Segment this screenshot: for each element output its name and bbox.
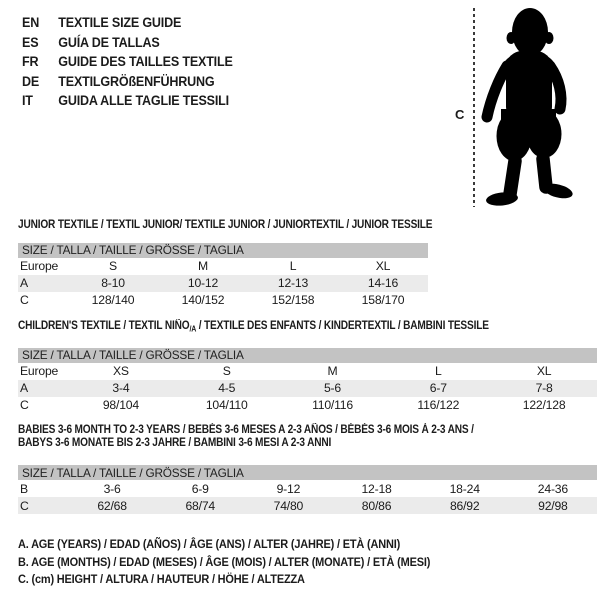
size-table (18, 348, 597, 414)
junior-textile-table (18, 219, 433, 309)
size-value-cell: 4-5 (174, 380, 280, 397)
language-title: GUIDE DES TAILLES TEXTILE (58, 54, 233, 69)
table-row (18, 397, 597, 414)
language-row (22, 91, 233, 111)
size-value-cell: 6-7 (385, 380, 491, 397)
legend-line-c: C. (cm) HEIGHT / ALTURA / HAUTEUR / HÖHE / ALTEZZA (18, 572, 305, 586)
language-title: TEXTILGRÖßENFÜHRUNG (58, 73, 215, 89)
language-code: FR (22, 54, 39, 69)
size-value-cell: 14-16 (338, 275, 428, 292)
language-code: IT (22, 93, 33, 108)
size-header-cell: SIZE / TALLA / TAILLE / GRÖSSE / TAGLIA (18, 348, 597, 363)
language-code: ES (22, 34, 39, 50)
size-header-cell: SIZE / TALLA / TAILLE / GRÖSSE / TAGLIA (18, 243, 428, 258)
legend (18, 536, 430, 589)
size-value-cell: 3-4 (68, 380, 174, 397)
row-label-cell: C (20, 293, 29, 307)
language-row (22, 13, 233, 33)
size-value-cell: 24-36 (537, 481, 568, 496)
size-value-cell: 12-13 (248, 275, 338, 292)
table-row (18, 348, 597, 363)
table-row (18, 380, 597, 397)
table-title (18, 424, 528, 437)
size-value-cell: 18-24 (449, 481, 480, 496)
size-value-cell: 5-6 (280, 380, 386, 397)
size-value-cell: 62/68 (68, 497, 156, 514)
size-value-cell: 12-18 (361, 481, 392, 496)
size-value-cell: M (198, 259, 208, 273)
row-label-cell: A (18, 275, 68, 292)
row-label-cell: Europe (20, 259, 59, 273)
table-title (18, 320, 528, 336)
size-value-cell: 110/116 (312, 398, 353, 412)
table-row (18, 243, 428, 258)
size-value-cell: L (435, 364, 442, 378)
size-value-cell: 8-10 (68, 275, 158, 292)
size-value-cell: 9-12 (276, 481, 301, 496)
size-value-cell: M (327, 364, 338, 378)
language-title: TEXTILE SIZE GUIDE (58, 15, 182, 30)
size-value-cell: 3-6 (103, 481, 121, 496)
size-value-cell: 74/80 (244, 497, 332, 514)
size-value-cell: 80/86 (332, 497, 420, 514)
size-value-cell: XL (536, 364, 552, 378)
language-row (22, 52, 233, 72)
size-table (18, 465, 597, 514)
table-title-subscript: /A (189, 324, 197, 334)
table-title-line2 (18, 437, 528, 450)
table-title-text: / TEXTILE DES ENFANTS / KINDERTEXTIL / BAMBINI TESSILE (196, 320, 489, 332)
size-value-cell: 152/158 (271, 293, 315, 307)
size-value-cell: 122/128 (522, 398, 566, 412)
row-label-cell: C (20, 398, 29, 412)
table-row (18, 363, 597, 380)
table-row (18, 465, 597, 480)
babies-textile-table (18, 424, 597, 514)
size-value-cell: 6-9 (191, 481, 209, 496)
legend-line-b: B. AGE (MONTHS) / EDAD (MESES) / ÂGE (MOIS) / ALTER (MONATE) / ETÀ (MESI) (18, 554, 431, 569)
language-code: DE (22, 73, 40, 89)
table-row (18, 480, 597, 497)
language-row (22, 33, 233, 53)
size-value-cell: 104/110 (205, 398, 248, 412)
size-value-cell: S (109, 259, 117, 273)
table-title-text: JUNIOR TEXTILE / TEXTIL JUNIOR/ TEXTILE JUNIOR / JUNIORTEXTIL / JUNIOR TESSILE (18, 219, 433, 231)
size-value-cell: 10-12 (158, 275, 248, 292)
language-title-list (22, 13, 233, 111)
table-row (18, 497, 597, 514)
table-row (18, 258, 428, 275)
row-label-cell: C (18, 497, 68, 514)
size-value-cell: 7-8 (491, 380, 597, 397)
language-row (22, 72, 233, 92)
row-label-cell: A (18, 380, 68, 397)
table-title (18, 219, 433, 235)
childrens-textile-table (18, 320, 597, 414)
table-title-text: BABIES 3-6 MONTH TO 2-3 YEARS / BEBÉS 3-6 MESES A 2-3 AÑOS / BÉBÉS 3-6 MOIS À 2-3 ANS / (18, 424, 474, 436)
row-label-cell: B (20, 481, 28, 496)
size-value-cell: 68/74 (156, 497, 244, 514)
legend-line-a: A. AGE (YEARS) / EDAD (AÑOS) / ÂGE (ANS) / ALTER (JAHRE) / ETÀ (ANNI) (18, 537, 401, 551)
table-row (18, 275, 428, 292)
size-value-cell: XS (112, 364, 129, 378)
language-title: GUIDA ALLE TAGLIE TESSILI (58, 93, 229, 108)
size-table (18, 243, 428, 309)
size-value-cell: 116/122 (417, 398, 460, 412)
language-code: EN (22, 15, 40, 30)
table-title-text: BABYS 3-6 MONATE BIS 2-3 JAHRE / BAMBINI 3-6 MESI A 2-3 ANNI (18, 437, 332, 449)
size-value-cell: XL (375, 259, 391, 273)
height-measure-dashed-line (473, 8, 475, 207)
size-value-cell: L (289, 259, 297, 273)
size-value-cell: 98/104 (102, 398, 139, 412)
size-value-cell: 92/98 (509, 497, 597, 514)
size-header-cell: SIZE / TALLA / TAILLE / GRÖSSE / TAGLIA (18, 465, 597, 480)
size-value-cell: 128/140 (91, 293, 135, 307)
size-value-cell: 158/170 (361, 293, 405, 307)
size-value-cell: 86/92 (421, 497, 509, 514)
toddler-silhouette-icon (477, 3, 579, 211)
height-measure-label: C (455, 107, 465, 122)
row-label-cell: Europe (20, 364, 59, 378)
table-row (18, 292, 428, 309)
size-value-cell: 140/152 (181, 293, 225, 307)
language-title: GUÍA DE TALLAS (58, 34, 160, 50)
size-value-cell: S (222, 364, 231, 378)
table-title-text: CHILDREN'S TEXTILE / TEXTIL NIÑO (18, 320, 190, 332)
